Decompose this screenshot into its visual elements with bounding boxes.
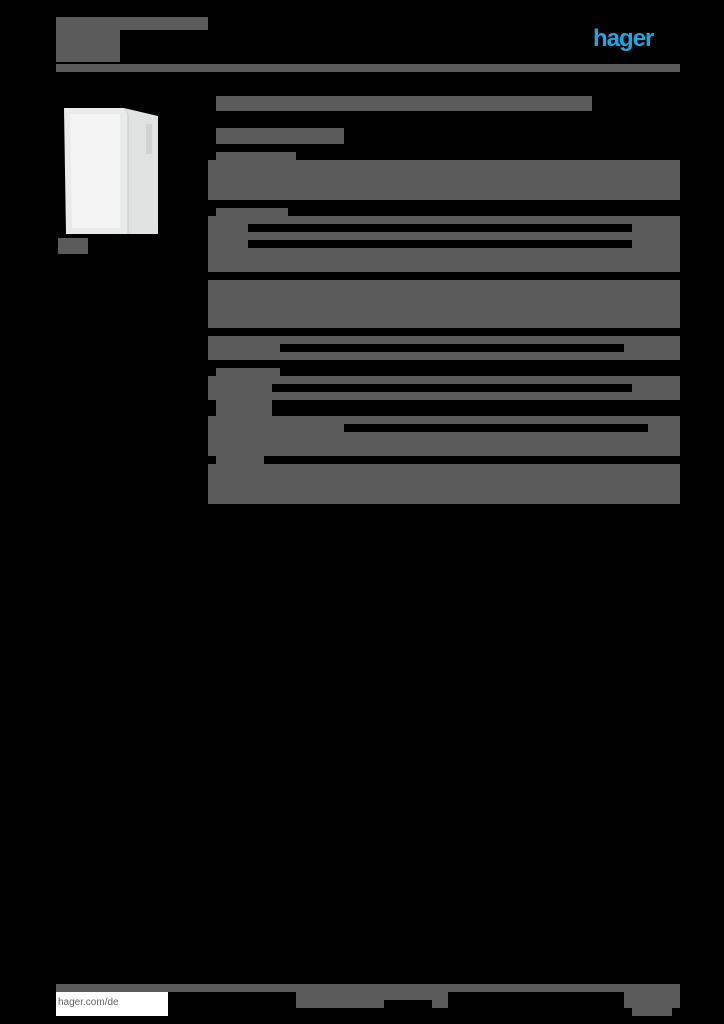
document-title-block	[56, 17, 208, 30]
table-separator	[280, 344, 624, 352]
footer-date-block	[632, 1008, 672, 1016]
product-image	[58, 100, 168, 236]
product-subtitle-block	[216, 128, 344, 144]
footer-info-block	[368, 992, 432, 1000]
footer-rule	[56, 984, 680, 992]
footer-info-block	[432, 992, 448, 1008]
section-heading-block	[216, 368, 280, 376]
section-heading-block	[216, 208, 288, 216]
description-block	[208, 160, 680, 200]
table-separator	[344, 424, 648, 432]
section-heading-block	[216, 152, 296, 160]
website-link[interactable]	[56, 992, 168, 1016]
table-separator	[320, 328, 680, 336]
spec-table	[208, 464, 680, 504]
section-heading-block	[216, 456, 264, 464]
product-title-block	[216, 96, 592, 111]
enclosure-icon	[58, 100, 168, 236]
footer-date-block	[624, 984, 680, 1008]
footer-info-block	[296, 992, 368, 1008]
document-subtitle-block	[56, 30, 120, 62]
hager-logo: hager	[593, 25, 654, 52]
table-separator	[248, 240, 632, 248]
spec-subheading-block	[216, 400, 272, 416]
table-separator	[280, 272, 680, 280]
website-link-text: hager.com/de	[58, 997, 119, 1008]
table-separator	[248, 224, 632, 232]
spec-table	[208, 280, 680, 328]
article-number-block	[58, 238, 88, 254]
header-rule	[56, 64, 680, 72]
table-separator	[272, 384, 632, 392]
spec-table	[208, 416, 680, 456]
footer-page-block	[368, 1000, 384, 1008]
